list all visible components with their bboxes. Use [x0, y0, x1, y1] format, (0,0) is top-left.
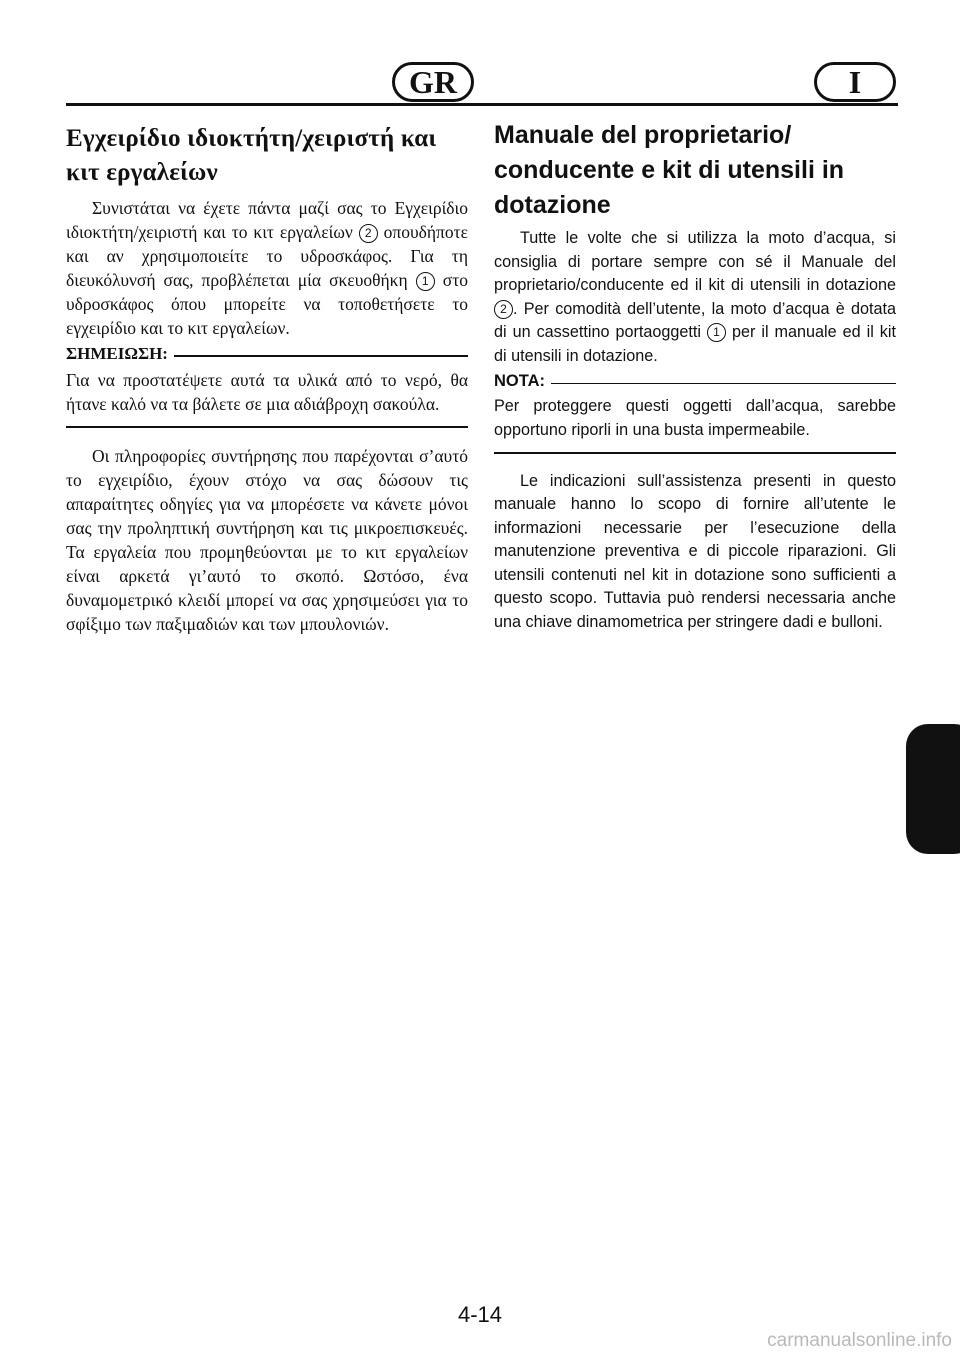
callout-2-icon: 2 [494, 300, 513, 319]
italian-para1-part-c: per il manuale ed il kit di utensili in dotazione. [494, 323, 896, 365]
greek-note-rule [174, 355, 468, 357]
greek-paragraph-2: Οι πληροφορίες συντήρησης που παρέχονται σ’αυτό το εγχειρίδιο, έχουν στόχο να σας δώσουν τις απαραίτητες οδηγίες για να μπορέσετε να κάνετε μόνοι σας την προληπτική συντήρηση και τις μικροεπισκευές. Τα εργαλεία που προμηθεύονται με το κιτ εργαλείων είναι αρκετά γι’αυτό το σκοπό. Ωστόσο, ένα δυναμομετρικό κλειδί μπορεί να σας χρησιμεύσει για το σφίξιμο των παξιμαδιών και των μπουλονιών. [66, 445, 468, 634]
callout-1-icon: 1 [416, 272, 435, 291]
italian-note-header [494, 372, 896, 391]
chapter-thumb-tab [906, 724, 960, 854]
greek-para1-part-a: Συνιστάται να έχετε πάντα μαζί σας το Εγχειρίδιο ιδιοκτήτη/χειριστή και το κιτ εργαλείων [66, 198, 468, 242]
page-number: 4-14 [457, 1302, 503, 1327]
italian-column [494, 118, 896, 634]
language-tab-i-label: I [848, 63, 862, 100]
italian-note-text: Per proteggere questi oggetti dall’acqua, sarebbe opportuno riporli in una busta impermeabile. [494, 397, 896, 439]
italian-paragraph-2: Le indicazioni sull’assistenza presenti in questo manuale hanno lo scopo di fornire all’utente le informazioni necessarie per l’esecuzione della manutenzione preventiva e di piccole riparazioni. Gli utensili contenuti nel kit in dotazione sono sufficienti a questo scopo. Tuttavia può rendersi necessaria anche una chiave dinamometrica per stringere dadi e bulloni. [494, 471, 896, 631]
greek-note-text: Για να προστατέψετε αυτά τα υλικά από το νερό, θα ήτανε καλό να τα βάλετε σε μια αδιάβροχη σακούλα. [66, 370, 468, 414]
watermark: carmanualsonline.info [767, 1330, 952, 1351]
language-tab-gr [392, 62, 474, 102]
language-tab-i [814, 62, 896, 102]
greek-para1-part-b: οπουδήποτε και αν χρησιμοποιείτε το υδροσκάφος. Για τη διευκόλυνσή σας, προβλέπεται μία σκευοθήκη [66, 222, 468, 290]
callout-1-icon: 1 [707, 323, 726, 342]
greek-para1-part-c: στο υδροσκάφος όπου μπορείτε να τοποθετήσετε το εγχειρίδιο και το κιτ εργαλείων. [66, 270, 468, 338]
italian-para1-part-b: . Per comodità dell’utente, la moto d’acqua è dotata di un cassettino portaoggetti [494, 299, 896, 341]
greek-note-end-rule [66, 426, 468, 428]
italian-para1-part-a: Tutte le volte che si utilizza la moto d’acqua, si consiglia di portare sempre con sé il Manuale del proprietario/conducente ed il kit di utensili in dotazione [494, 229, 896, 294]
greek-paragraph-1 [66, 196, 468, 340]
italian-paragraph-1 [494, 227, 896, 368]
callout-2-icon: 2 [359, 224, 378, 243]
header-rule [66, 103, 898, 106]
italian-note-rule [551, 383, 896, 385]
greek-note-header [66, 344, 468, 364]
greek-section-title: Εγχειρίδιο ιδιοκτήτη/χειριστή και κιτ εργαλείων [66, 125, 437, 186]
italian-section-title: Manuale del proprietario/ conducente e kit di utensili in dotazione [494, 121, 845, 219]
greek-column [66, 118, 468, 636]
language-tab-gr-label: GR [409, 63, 457, 100]
italian-note-end-rule [494, 452, 896, 454]
greek-note-label: ΣΗΜΕΙΩΣΗ: [66, 344, 168, 363]
italian-note-label: NOTA: [494, 372, 546, 390]
